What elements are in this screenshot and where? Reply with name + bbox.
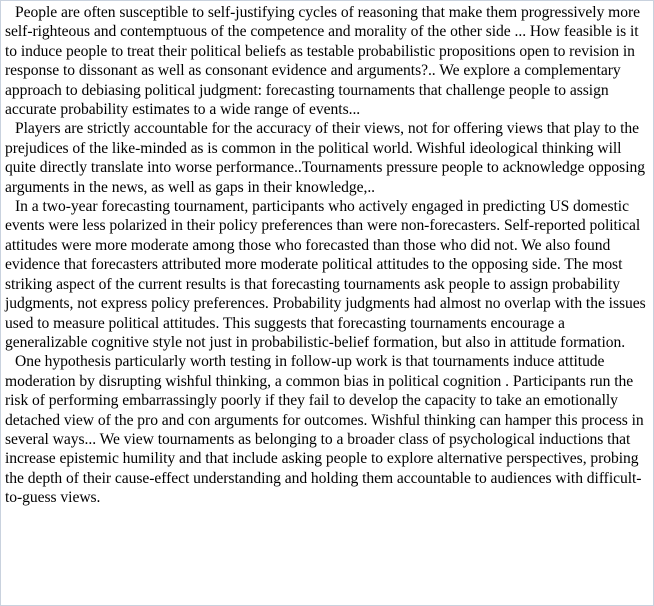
document-body [5,3,651,508]
paragraph-2: Players are strictly accountable for the accuracy of their views, not for offering views that play to the prejudices of the like-minded as is common in the political world. Wishful ideological thinking will quite directly translate into worse performance..Tournaments pressure people to acknowledge opposing arguments in the news, as well as gaps in their knowledge,.. [5,120,645,196]
paragraph-1: People are often susceptible to self-justifying cycles of reasoning that make them progressively more self-righteous and contemptuous of the competence and morality of the other side ... How feasible is it to induce people to treat their political beliefs as testable probabilistic propositions open to revision in response to dissonant as well as consonant evidence and arguments?.. We explore a complementary approach to debiasing political judgment: forecasting tournaments that challenge people to assign accurate probability estimates to a wide range of events... [5,4,641,119]
paragraph-4: One hypothesis particularly worth testing in follow-up work is that tournaments induce attitude moderation by disrupting wishful thinking, a common bias in political cognition . Participants run the risk of performing embarrassingly poorly if they fail to develop the capacity to take an emotionally detached view of the pro and con arguments for outcomes. Wishful thinking can hamper this process in several ways... We view tournaments as belonging to a broader class of psychological inductions that increase epistemic humility and that include asking people to explore alternative perspectives, probing the depth of their cause-effect understanding and holding them accountable to audiences with difficult-to-guess views. [5,353,644,507]
paragraph-3: In a two-year forecasting tournament, participants who actively engaged in predicting US domestic events were less polarized in their policy preferences than were non-forecasters. Self-reported political attitudes were more moderate among those who forecasted than those who did not. We also found evidence that forecasters attributed more moderate political attitudes to the opposing side. The most striking aspect of the current results is that forecasting tournaments ask people to assign probability judgments, not express policy preferences. Probability judgments had almost no overlap with the issues used to measure political attitudes. This suggests that forecasting tournaments encourage a generalizable cognitive style not just in probabilistic-belief formation, but also in attitude formation. [5,198,646,351]
